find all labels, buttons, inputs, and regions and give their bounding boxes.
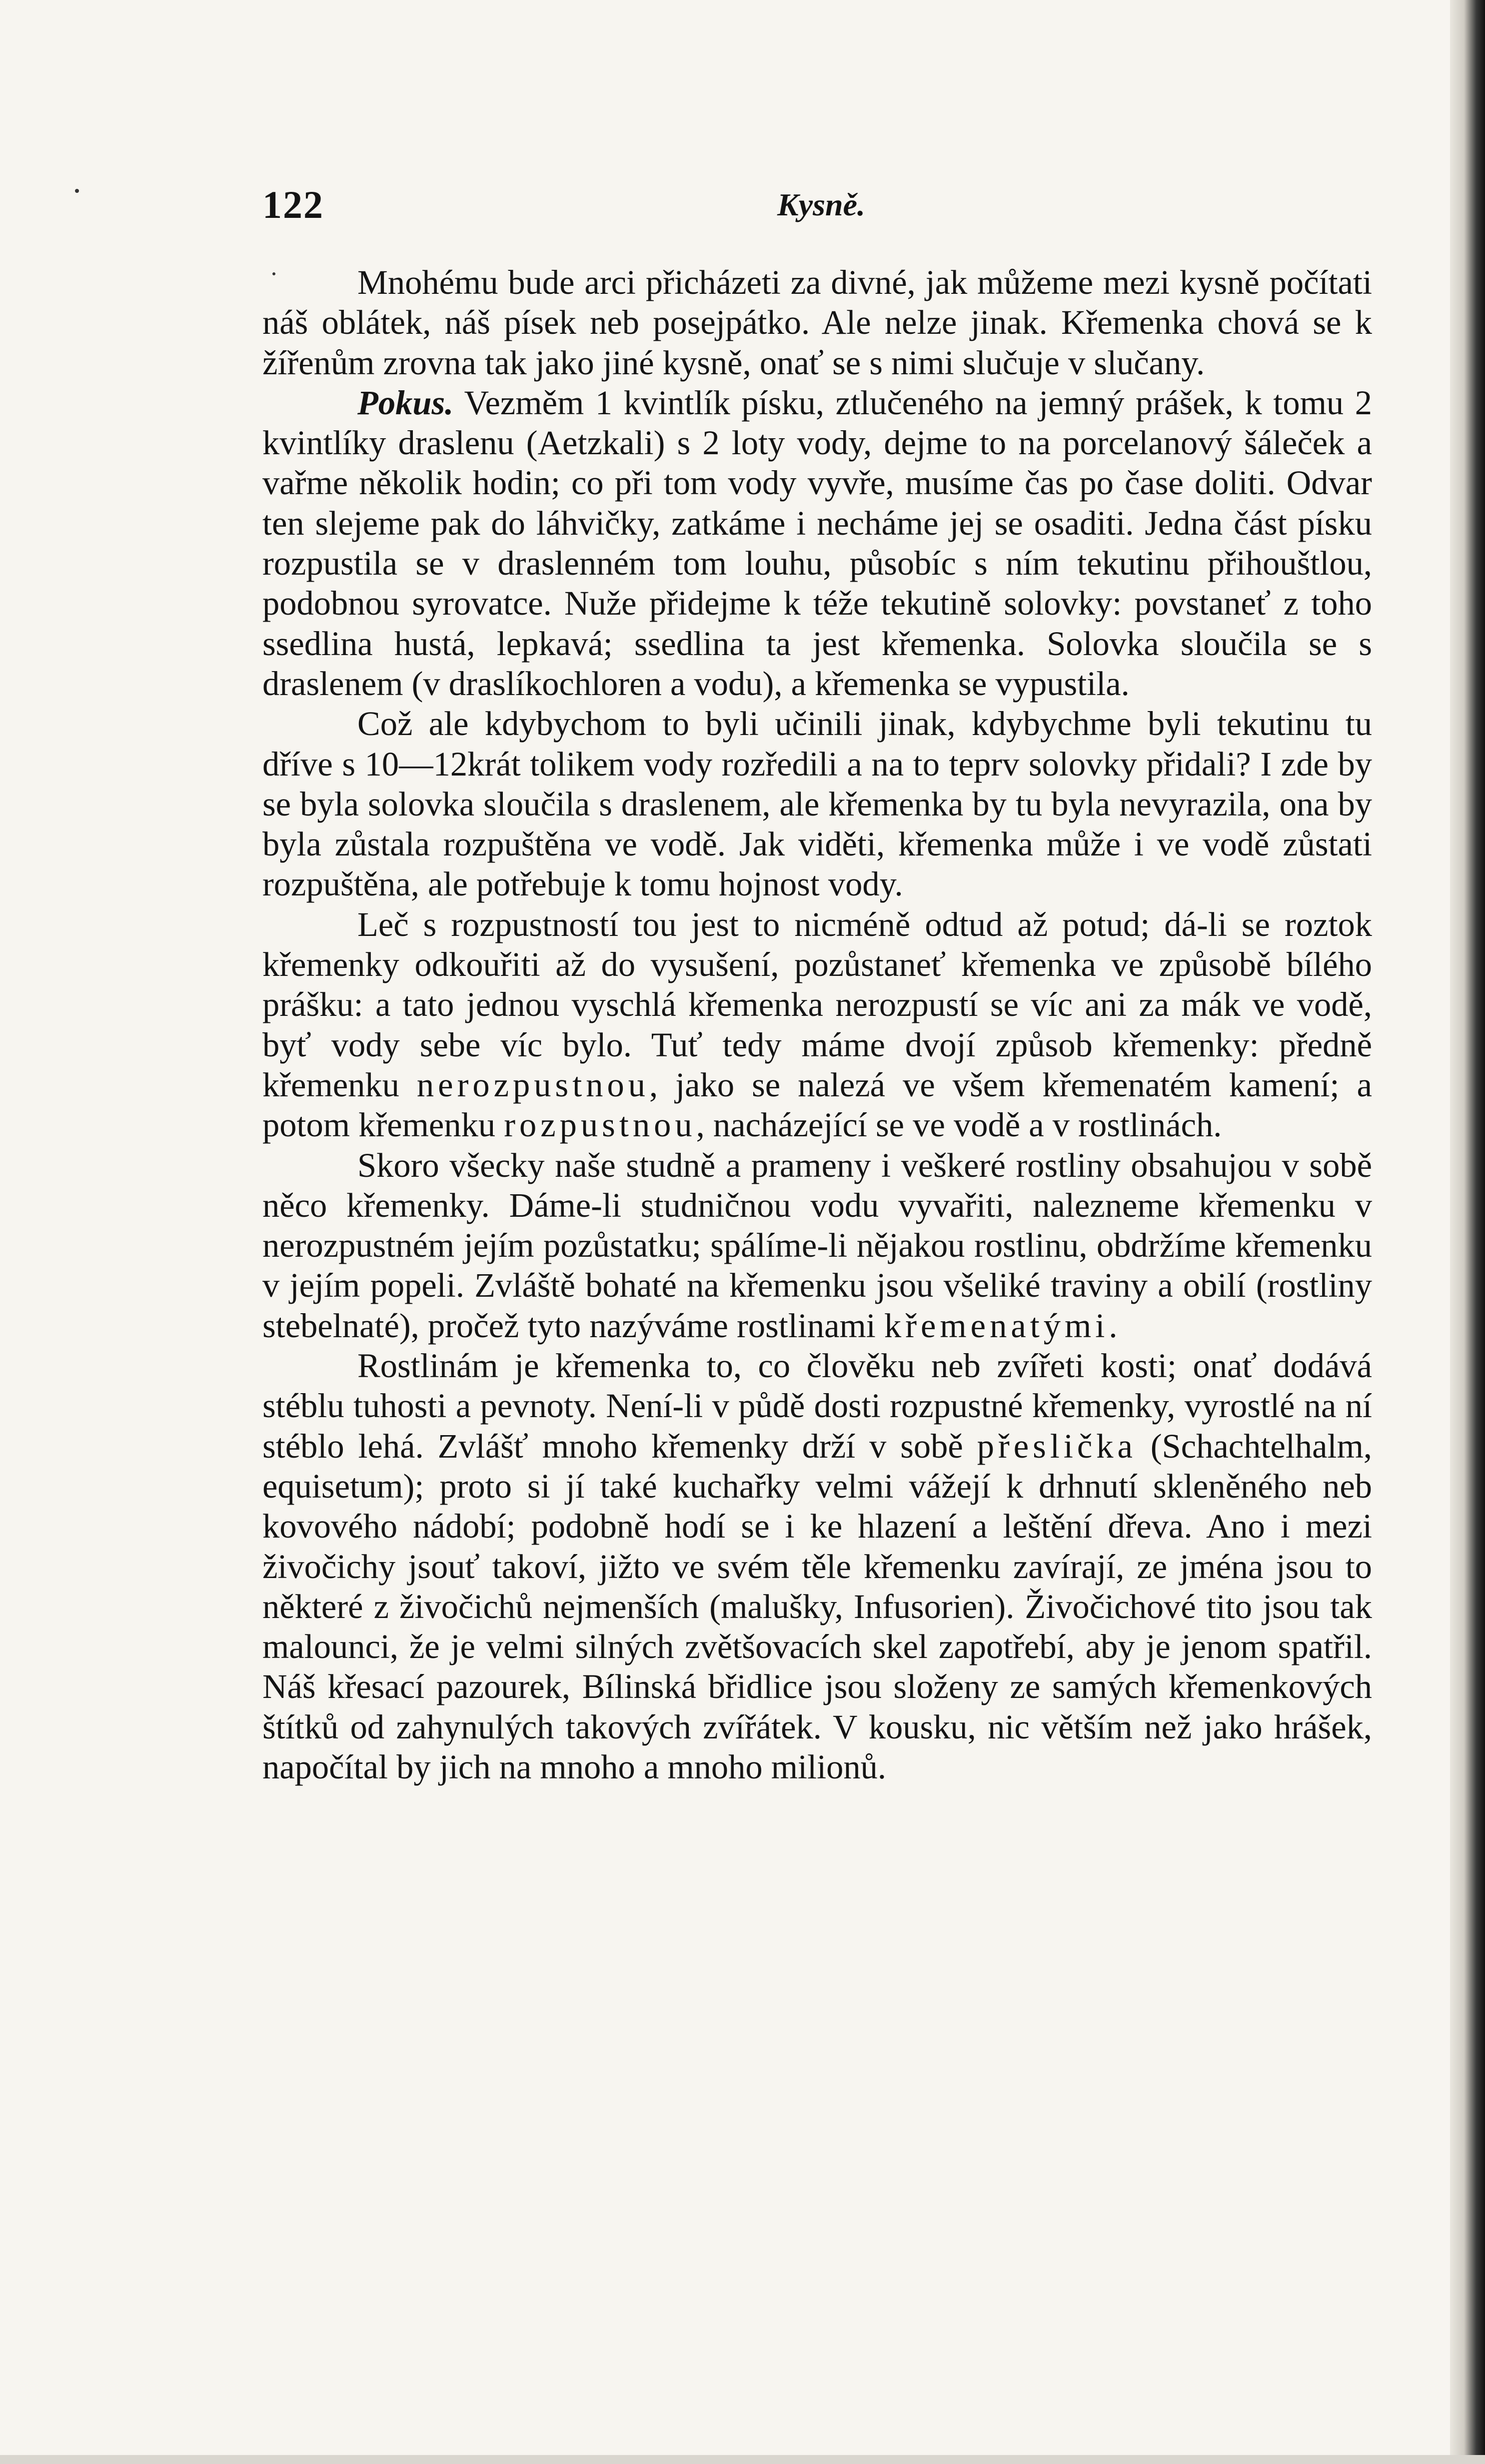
ink-speck <box>75 189 79 193</box>
page-header <box>262 182 1372 237</box>
page-number: 122 <box>262 183 324 226</box>
paragraph-text: Vezměm 1 kvintlík písku, ztlučeného na jemný prášek, k tomu 2 kvintlíky draslenu (Aetzkali) s 2 loty vody, dejme to na porcelanový šáleček a vařme několik hodin; co při tom vody vyvře, musíme čas po čase doliti. Odvar ten slejeme pak do láhvičky, zatkáme i necháme jej se osaditi. Jedna část písku rozpustila se v draslenném tom louhu, působíc s ním tekutinu přihouštlou, podobnou syrovatce. Nuže přidejme k téže tekutině solovky: povstaneť z toho ssedlina hustá, lepkavá; ssedlina ta jest křemenka. Solovka sloučila se s draslenem (v draslíkochloren a vodu), a křemenka se vypustila. <box>262 383 1372 703</box>
paragraph-5 <box>262 1145 1372 1346</box>
paragraph-2 <box>262 383 1372 704</box>
spaced-term: přeslička <box>977 1427 1137 1465</box>
paragraph-text: , nacházející se ve vodě a v rostlinách. <box>696 1106 1222 1144</box>
spaced-term: křemenatými <box>884 1306 1109 1345</box>
paragraph-4 <box>262 904 1372 1145</box>
paragraph-text: Mnohému bude arci přicházeti za divné, jak můžeme mezi kysně počítati náš oblátek, náš písek neb posejpátko. Ale nelze jinak. Křemenka chová se k žířenům zrovna tak jako jiné kysně, onať se s nimi slučuje v slučany. <box>262 263 1372 382</box>
page-edge-shadow <box>1450 0 1485 2464</box>
page-bottom-edge <box>0 2455 1485 2464</box>
spaced-term: nerozpustnou <box>416 1065 649 1104</box>
paragraph-6 <box>262 1346 1372 1787</box>
paragraph-text: (Schachtelhalm, equisetum); proto si jí také kuchařky velmi vážejí k drhnutí skleněného neb kovového nádobí; podobně hodí se i ke hlazení a leštění dřeva. Ano i mezi živočichy jsouť takoví, jižto ve svém těle křemenku zavírají, ze jména jsou to některé z živočichů nejmenších (malušky, Infusorien). Živočichové tito jsou tak malounci, že je velmi silných zvětšovacích skel zapotřebí, aby je jenom spatřil. Náš křesací pazourek, Bílinská břidlice jsou složeny ze samých křemenkových štítků od zahynulých takových zvířátek. V kousku, nic větším než jako hrášek, napočítal by jich na mnoho a mnoho milionů. <box>262 1427 1372 1786</box>
paragraph-lead: Pokus. <box>357 383 454 422</box>
paragraph-text: Rostlinám je křemenka to, co člověku neb zvířeti kosti; onať dodává stéblu tuhosti a pevnoty. Není-li v půdě dosti rozpustné křemenky, vyrostlé na ní stéblo lehá. Zvlášť mnoho křemenky drží v sobě <box>262 1347 1372 1465</box>
spaced-term: rozpustnou <box>504 1106 696 1144</box>
body-text <box>262 262 1372 1787</box>
paragraph-text: Což ale kdybychom to byli učinili jinak, kdybychme byli tekutinu tu dříve s 10—12krát tolikem vody rozředili a na to teprv solovky přidali? I zde by se byla solovka sloučila s draslenem, ale křemenka by tu byla nevyrazila, ona by byla zůstala rozpuštěna ve vodě. Jak viděti, křemenka může i ve vodě zůstati rozpuštěna, ale potřebuje k tomu hojnost vody. <box>262 705 1372 903</box>
paragraph-text: . <box>1109 1306 1118 1345</box>
paragraph-text: Skoro všecky naše studně a prameny i veškeré rostliny obsahujou v sobě něco křemenky. Dáme-li studničnou vodu vyvařiti, nalezneme křemenku v nerozpustném jejím pozůstatku; spálíme-li nějakou rostlinu, obdržíme křemenku v jejím popeli. Zvláště bohaté na křemenku jsou všeliké traviny a obilí (rostliny stebelnaté), pročež tyto nazýváme rostlinami <box>262 1146 1372 1345</box>
paragraph-text: Leč s rozpustností tou jest to nicméně odtud až potud; dá-li se roztok křemenky odkouřiti až do vysušení, pozůstaneť křemenka ve způsobě bílého prášku: a tato jednou vyschlá křemenka nerozpustí se víc ani za mák ve vodě, byť vody sebe víc bylo. Tuť tedy máme dvojí způsob křemenky: předně křemenku <box>262 905 1372 1104</box>
paragraph-3 <box>262 704 1372 904</box>
paragraph-1 <box>262 262 1372 383</box>
running-title: Kysně. <box>777 187 865 222</box>
paragraph-text: , jako se nalezá ve všem křemenatém kamení; a potom křemenku <box>262 1065 1372 1144</box>
